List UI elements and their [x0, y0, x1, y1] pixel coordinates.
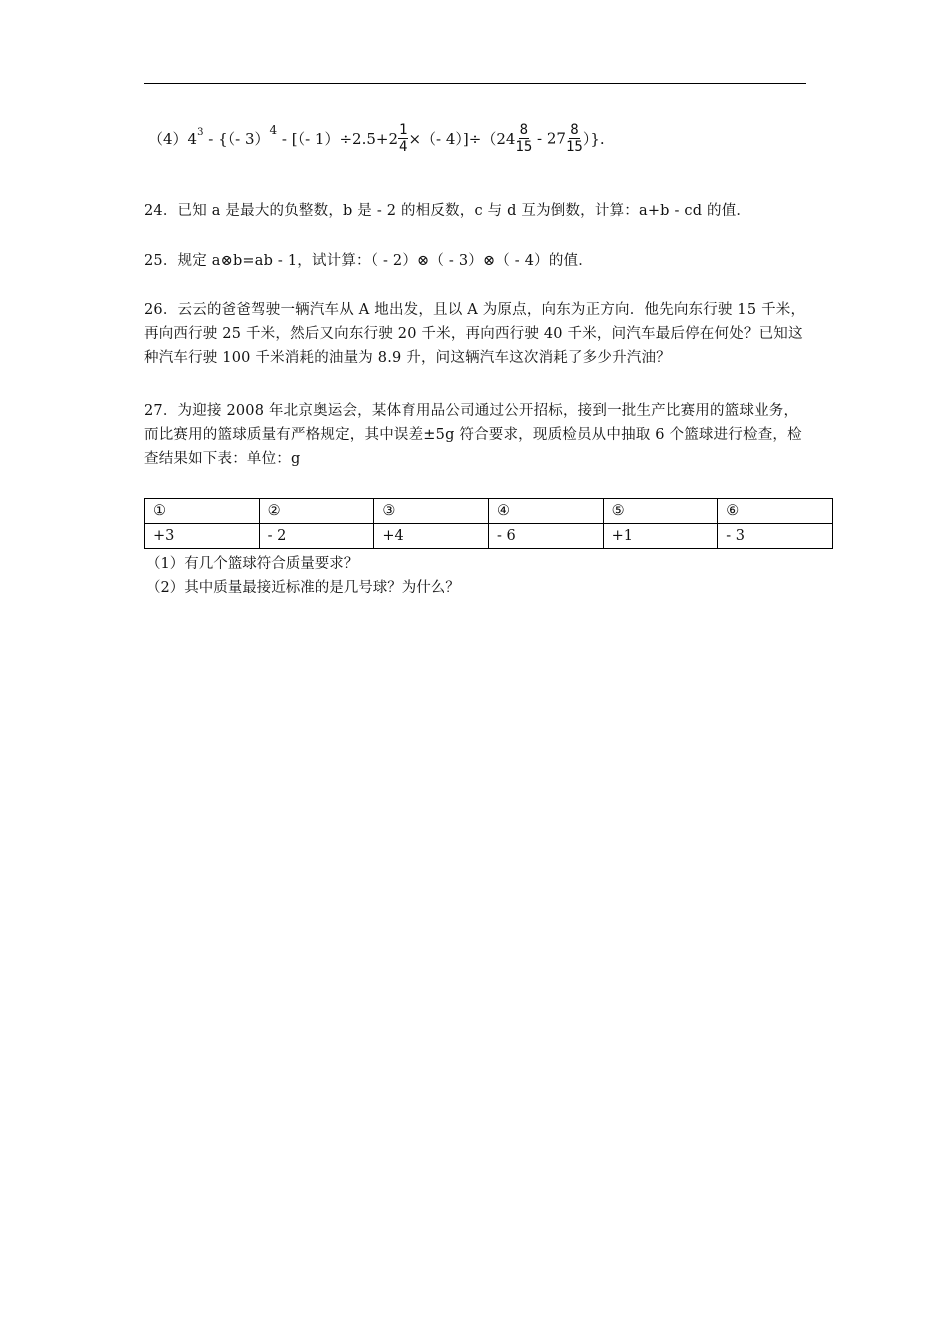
table-cell: +3: [145, 524, 260, 549]
formula-part1: - {（- 3）: [203, 130, 270, 148]
table-cell: ①: [145, 499, 260, 524]
table-cell: ④: [488, 499, 603, 524]
table-cell: - 6: [488, 524, 603, 549]
table-row: [145, 524, 833, 549]
sub-question-2: （2）其中质量最接近标准的是几号球？为什么？: [146, 580, 460, 596]
table-cell: +4: [374, 524, 489, 549]
fraction-8-15-b: [566, 122, 583, 155]
fraction-1-4: [398, 122, 408, 155]
table-cell: ③: [374, 499, 489, 524]
question-27: 27．为迎接 2008 年北京奥运会，某体育用品公司通过公开招标，接到一批生产比赛用的篮球业务，而比赛用的篮球质量有严格规定，其中误差±5g 符合要求，现质检员从中抽取 6 个篮球进行检查，检查结果如下表：单位：g: [144, 403, 802, 467]
table-cell: ②: [259, 499, 374, 524]
question-25: 25．规定 a⊗b=ab - 1，试计算：（ - 2）⊗（ - 3）⊗（ - 4）的值．: [144, 253, 593, 269]
header-rule: [144, 83, 806, 84]
frac3-denominator: 15: [565, 139, 583, 155]
table-cell: - 2: [259, 524, 374, 549]
table-cell: ⑥: [718, 499, 833, 524]
problem-4-formula: [148, 122, 808, 170]
ball-weight-table: [144, 498, 833, 549]
question-26: 26．云云的爸爸驾驶一辆汽车从 A 地出发，且以 A 为原点，向东为正方向．他先向东行驶 15 千米，再向西行驶 25 千米，然后又向东行驶 20 千米，再向西行驶 40 千米，问汽车最后停在何处？已知这种汽车行驶 100 千米消耗的油量为 8.9 升，问这辆汽车这次消耗了多少升汽油？: [144, 302, 806, 366]
formula-part5: ）}.: [582, 130, 605, 148]
sub-question-1: （1）有几个篮球符合质量要求？: [146, 556, 359, 572]
table-cell: - 3: [718, 524, 833, 549]
frac2-numerator: 8: [519, 122, 529, 138]
formula-prefix: （4）4: [148, 130, 198, 148]
table-cell: +1: [603, 524, 718, 549]
table-cell: ⑤: [603, 499, 718, 524]
formula-exp1: 3: [197, 127, 204, 138]
formula-part2: - [（- 1）÷2.5+2: [277, 130, 399, 148]
frac1-numerator: 1: [399, 122, 408, 138]
formula-part3: ×（- 4）]÷（24: [408, 130, 516, 148]
frac3-numerator: 8: [570, 122, 579, 138]
question-24: 24．已知 a 是最大的负整数，b 是 - 2 的相反数，c 与 d 互为倒数，计算：a+b - cd 的值．: [144, 203, 752, 219]
table-header-row: [145, 499, 833, 524]
frac1-denominator: 4: [399, 139, 408, 155]
formula-exp2: 4: [269, 122, 278, 137]
frac2-denominator: 15: [515, 139, 533, 155]
fraction-8-15-a: [515, 122, 532, 155]
formula-part4: - 27: [532, 129, 566, 148]
